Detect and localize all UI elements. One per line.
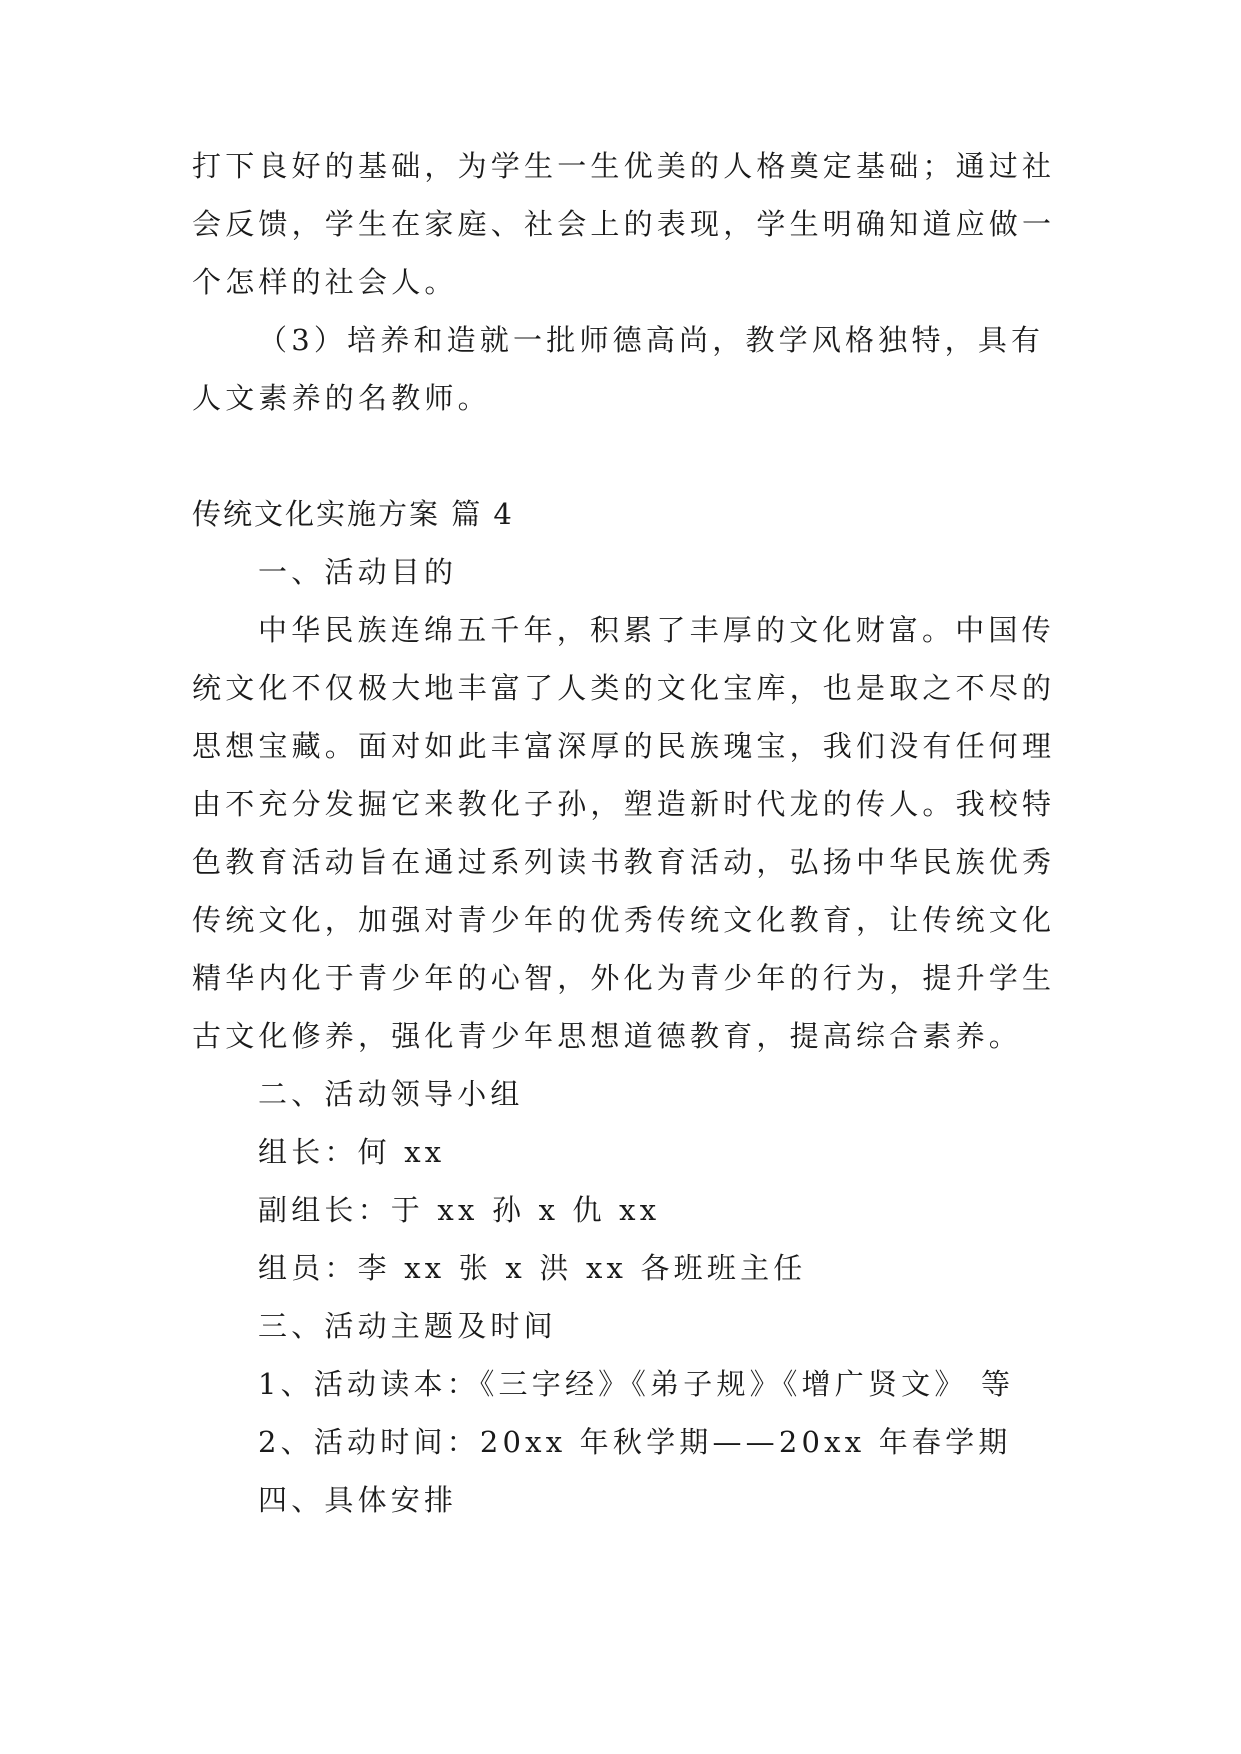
section-heading: 四、具体安排 xyxy=(258,1483,458,1517)
paragraph-line: 会反馈，学生在家庭、社会上的表现，学生明确知道应做一 xyxy=(192,207,1056,241)
paragraph-line: 精华内化于青少年的心智，外化为青少年的行为，提升学生 xyxy=(192,961,1056,995)
paragraph-line: 古文化修养，强化青少年思想道德教育，提高综合素养。 xyxy=(192,1019,1023,1053)
paragraph-line: （3）培养和造就一批师德高尚，教学风格独特，具有 xyxy=(258,323,1045,357)
section-heading: 三、活动主题及时间 xyxy=(258,1309,557,1343)
member-line: 副组长：于 xx 孙 x 仇 xx xyxy=(258,1193,661,1227)
paragraph-line: 统文化不仅极大地丰富了人类的文化宝库，也是取之不尽的 xyxy=(192,671,1056,705)
section-title: 传统文化实施方案 篇 4 xyxy=(192,497,514,531)
list-item: 2、活动时间：20xx 年秋学期——20xx 年春学期 xyxy=(258,1425,1012,1459)
section-heading: 一、活动目的 xyxy=(258,555,458,589)
paragraph-line: 色教育活动旨在通过系列读书教育活动，弘扬中华民族优秀 xyxy=(192,845,1056,879)
paragraph-line: 人文素养的名教师。 xyxy=(192,381,491,415)
member-line: 组长：何 xx xyxy=(258,1135,446,1169)
paragraph-line: 中华民族连绵五千年，积累了丰厚的文化财富。中国传 xyxy=(258,613,1055,647)
paragraph-line: 思想宝藏。面对如此丰富深厚的民族瑰宝，我们没有任何理 xyxy=(192,729,1056,763)
paragraph-line: 传统文化，加强对青少年的优秀传统文化教育，让传统文化 xyxy=(192,903,1056,937)
paragraph-line: 打下良好的基础，为学生一生优美的人格奠定基础；通过社 xyxy=(192,149,1056,183)
paragraph-line: 由不充分发掘它来教化子孙，塑造新时代龙的传人。我校特 xyxy=(192,787,1056,821)
paragraph-line: 个怎样的社会人。 xyxy=(192,265,458,299)
member-line: 组员：李 xx 张 x 洪 xx 各班班主任 xyxy=(258,1251,807,1285)
list-item: 1、活动读本：《三字经》《弟子规》《增广贤文》 等 xyxy=(258,1367,1015,1401)
section-heading: 二、活动领导小组 xyxy=(258,1077,524,1111)
